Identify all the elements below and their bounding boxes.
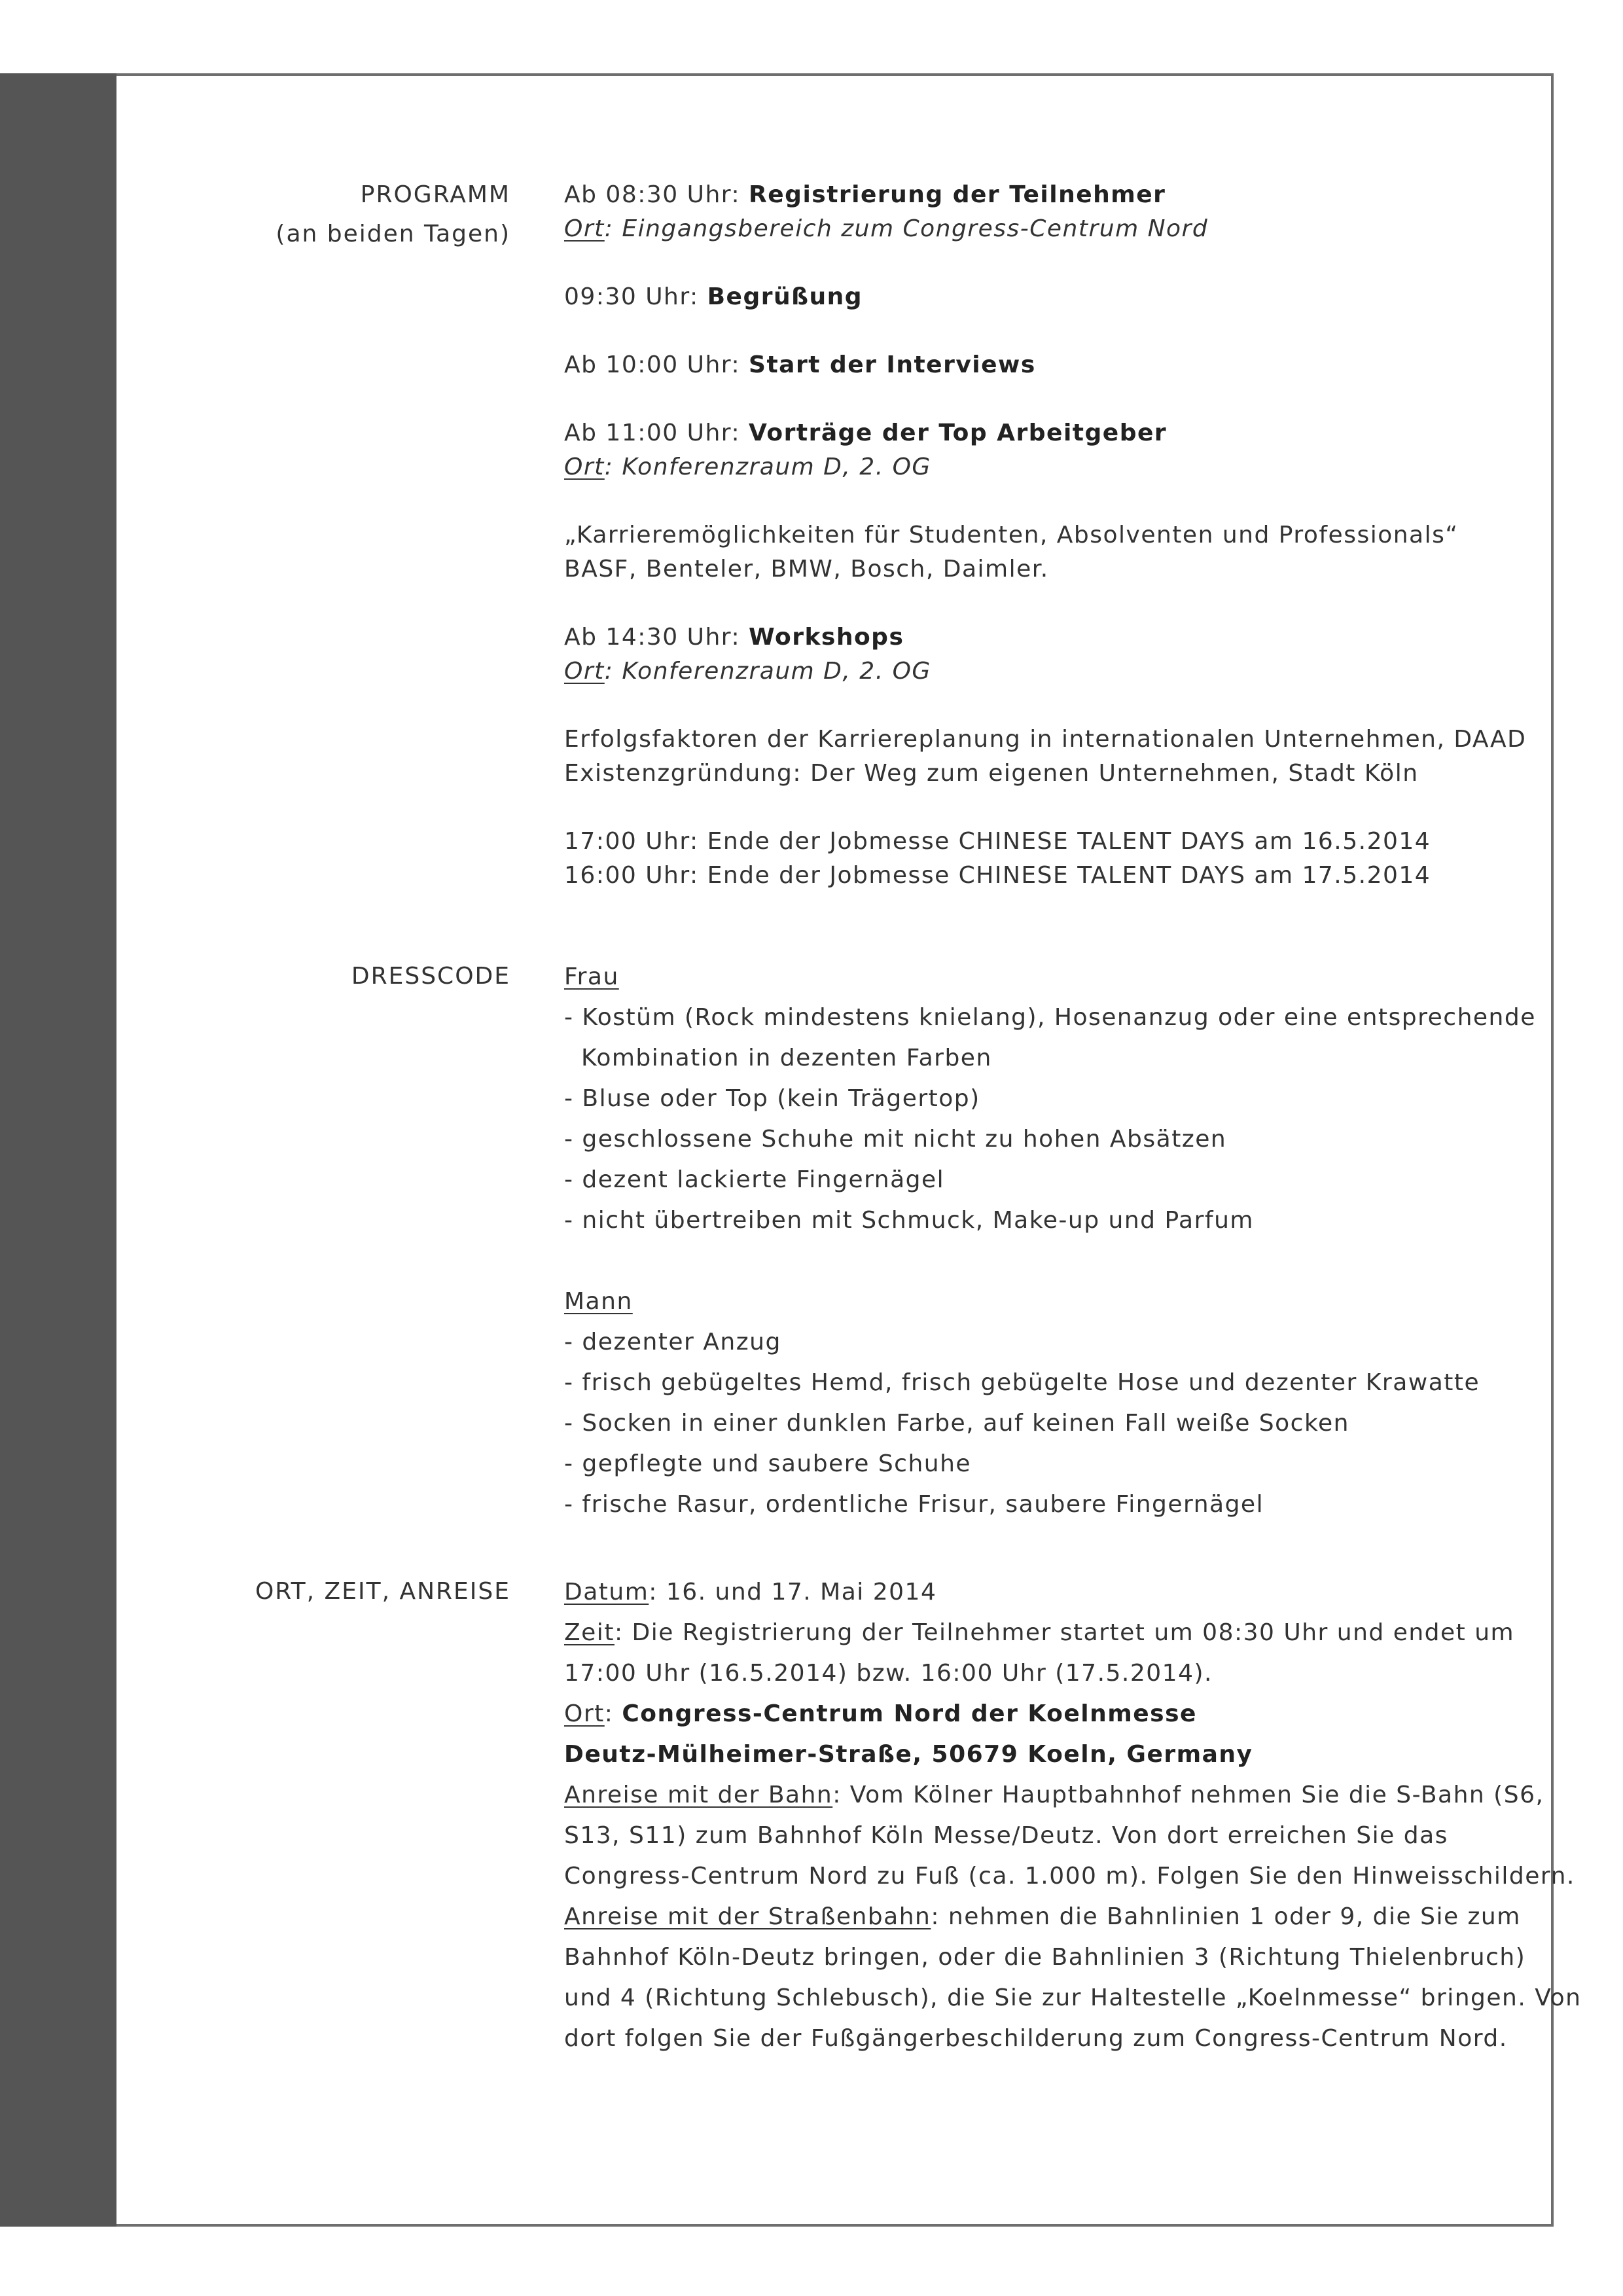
frau-item: - Bluse oder Top (kein Trägertop): [564, 1085, 980, 1112]
strassenbahn-line-4: dort folgen Sie der Fußgängerbeschilderung zum Congress-Centrum Nord.: [564, 2025, 1508, 2052]
workshops-ort-line: [564, 655, 1533, 689]
strassenbahn-line-2: Bahnhof Köln-Deutz bringen, oder die Bahnlinien 3 (Richtung Thielenbruch): [564, 1944, 1526, 1971]
mann-heading-line: [564, 1282, 1533, 1322]
ort-address: Deutz-Mülheimer-Straße, 50679 Koeln, Germany: [564, 1741, 1253, 1768]
sidebar-bar: [0, 73, 116, 2227]
ort-line: [564, 1694, 1533, 1734]
begruessung-time: 09:30 Uhr:: [564, 283, 707, 310]
workshops-ort-label: Ort: [564, 658, 605, 685]
vortraege-title: Vorträge der Top Arbeitgeber: [749, 420, 1168, 446]
zeit-line-2: 17:00 Uhr (16.5.2014) bzw. 16:00 Uhr (17.5.2014).: [564, 1660, 1213, 1687]
ende-line-2: 16:00 Uhr: Ende der Jobmesse CHINESE TALENT DAYS am 17.5.2014: [564, 862, 1431, 889]
strassenbahn-line: [564, 1897, 1533, 1937]
frau-item: - geschlossene Schuhe mit nicht zu hohen Absätzen: [564, 1126, 1227, 1153]
dresscode-body: [564, 957, 1536, 1525]
datum-text: : 16. und 17. Mai 2014: [649, 1579, 937, 1605]
vortraege-line: [564, 416, 1533, 450]
workshops-title: Workshops: [749, 624, 904, 651]
frau-item: Kombination in dezenten Farben: [581, 1045, 992, 1071]
mann-item: - Socken in einer dunklen Farbe, auf keinen Fall weiße Socken: [564, 1410, 1349, 1437]
bahn-text: : Vom Kölner Hauptbahnhof nehmen Sie die S-Bahn (S6,: [832, 1782, 1544, 1808]
frau-item: - dezent lackierte Fingernägel: [564, 1166, 945, 1193]
begruessung-line: [564, 280, 1533, 314]
program-label-main: PROGRAMM: [360, 181, 510, 208]
ende-line-1: 17:00 Uhr: Ende der Jobmesse CHINESE TALENT DAYS am 16.5.2014: [564, 828, 1431, 855]
begruessung-title: Begrüßung: [707, 283, 863, 310]
vortraege-topic: „Karrieremöglichkeiten für Studenten, Absolventen und Professionals“: [564, 522, 1459, 548]
vortraege-time: Ab 11:00 Uhr:: [564, 420, 749, 446]
frau-item: - Kostüm (Rock mindestens knielang), Hosenanzug oder eine entsprechende: [564, 1004, 1536, 1031]
interviews-time: Ab 10:00 Uhr:: [564, 351, 749, 378]
program-body: [564, 178, 1533, 893]
ort-body: [564, 1572, 1582, 2059]
registrierung-line: [564, 178, 1533, 212]
mann-item: - dezenter Anzug: [564, 1329, 781, 1355]
vortraege-ort-text: : Konferenzraum D, 2. OG: [604, 454, 931, 480]
bahn-line-2: S13, S11) zum Bahnhof Köln Messe/Deutz. Von dort erreichen Sie das: [564, 1822, 1448, 1849]
workshop-item-1: Erfolgsfaktoren der Karriereplanung in internationalen Unternehmen, DAAD: [564, 726, 1527, 753]
bahn-label: Anreise mit der Bahn: [564, 1782, 833, 1808]
registrierung-title: Registrierung der Teilnehmer: [749, 181, 1166, 208]
frau-item: - nicht übertreiben mit Schmuck, Make-up und Parfum: [564, 1207, 1254, 1234]
vortraege-ort-label: Ort: [564, 454, 605, 480]
registrierung-ort-label: Ort: [564, 215, 605, 242]
vortraege-companies: BASF, Benteler, BMW, Bosch, Daimler.: [564, 556, 1049, 583]
zeit-text: : Die Registrierung der Teilnehmer startet um 08:30 Uhr und endet um: [614, 1619, 1515, 1646]
frau-heading: Frau: [564, 963, 619, 990]
datum-line: [564, 1572, 1533, 1613]
strassenbahn-label: Anreise mit der Straßenbahn: [564, 1903, 931, 1930]
ort-name: Congress-Centrum Nord der Koelnmesse: [622, 1700, 1197, 1727]
program-label-sub: (an beiden Tagen): [276, 221, 510, 247]
mann-item: - frisch gebügeltes Hemd, frisch gebügelte Hose und dezenter Krawatte: [564, 1369, 1480, 1396]
zeit-line: [564, 1613, 1533, 1653]
interviews-line: [564, 348, 1533, 382]
bahn-line-3: Congress-Centrum Nord zu Fuß (ca. 1.000 m). Folgen Sie den Hinweisschildern.: [564, 1863, 1575, 1890]
strassenbahn-line-3: und 4 (Richtung Schlebusch), die Sie zur Haltestelle „Koelnmesse“ bringen. Von: [564, 1984, 1582, 2011]
vortraege-ort-line: [564, 450, 1533, 484]
workshops-line: [564, 620, 1533, 655]
dresscode-label: DRESSCODE: [351, 963, 510, 990]
workshop-item-2: Existenzgründung: Der Weg zum eigenen Unternehmen, Stadt Köln: [564, 760, 1419, 787]
workshops-time: Ab 14:30 Uhr:: [564, 624, 749, 651]
registrierung-ort-line: [564, 212, 1533, 246]
ort-line-label: Ort: [564, 1700, 605, 1727]
registrierung-time: Ab 08:30 Uhr:: [564, 181, 749, 208]
registrierung-ort-text: : Eingangsbereich zum Congress-Centrum Nord: [604, 215, 1209, 242]
strassenbahn-text: : nehmen die Bahnlinien 1 oder 9, die Sie zum: [931, 1903, 1521, 1930]
zeit-label: Zeit: [564, 1619, 615, 1646]
mann-heading: Mann: [564, 1288, 633, 1315]
program-label: [276, 175, 510, 254]
frau-heading-line: [564, 957, 1533, 997]
mann-item: - frische Rasur, ordentliche Frisur, saubere Fingernägel: [564, 1491, 1264, 1518]
workshops-ort-text: : Konferenzraum D, 2. OG: [604, 658, 931, 685]
ort-line-sep: :: [604, 1700, 622, 1727]
ort-label: ORT, ZEIT, ANREISE: [255, 1578, 510, 1605]
interviews-title: Start der Interviews: [749, 351, 1036, 378]
bahn-line: [564, 1775, 1544, 1816]
mann-item: - gepflegte und saubere Schuhe: [564, 1450, 972, 1477]
datum-label: Datum: [564, 1579, 649, 1605]
